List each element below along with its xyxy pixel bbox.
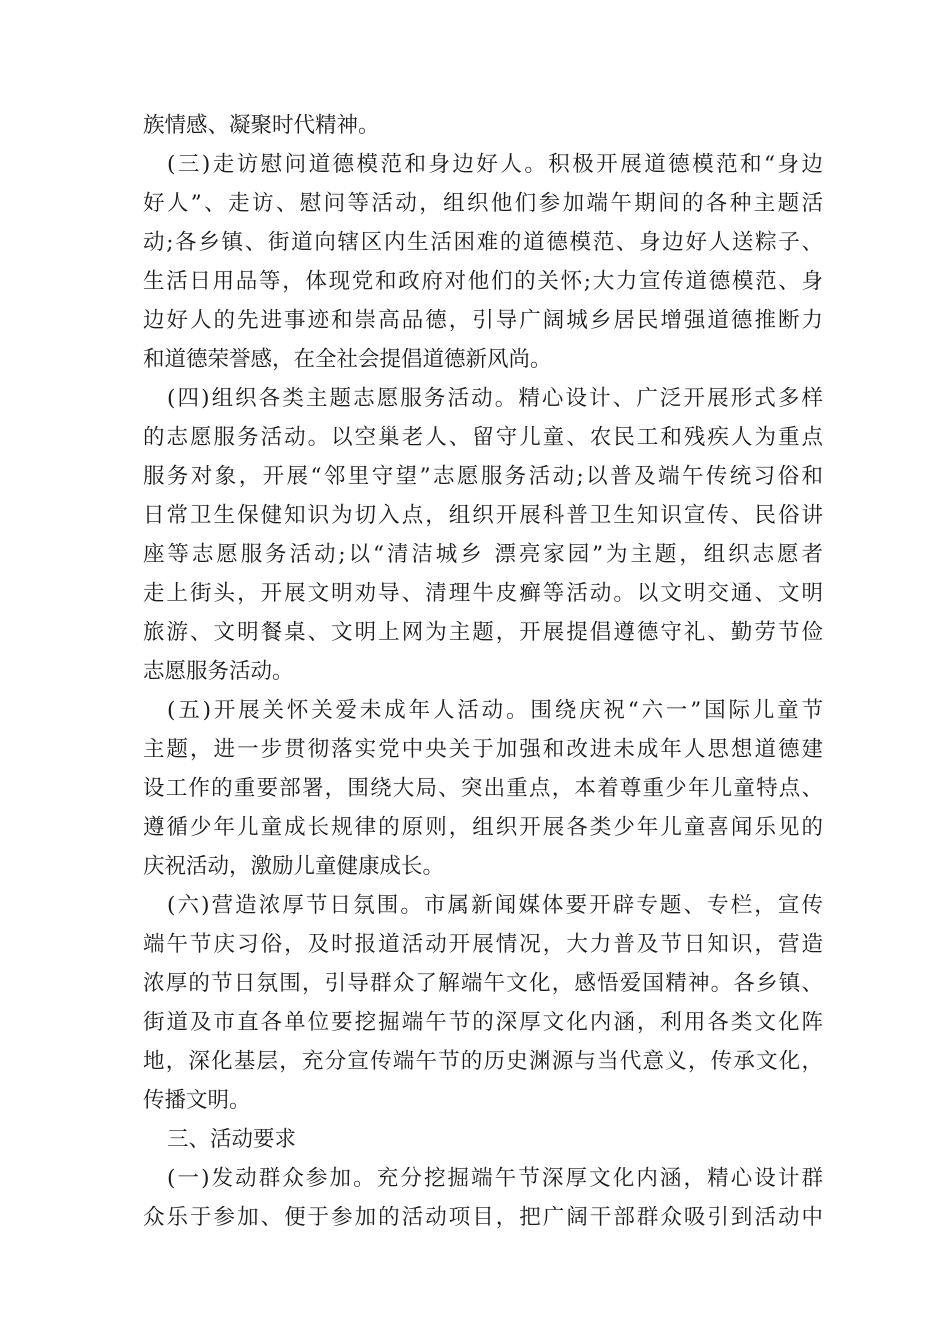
text-line: 遵循少年儿童成长规律的原则，组织开展各类少年儿童喜闻乐见的 [143, 815, 823, 840]
document-body [143, 106, 823, 1237]
text-line: 走上街头，开展文明劝导、清理牛皮癣等活动。以文明交通、文明 [143, 581, 823, 606]
section-heading: 三、活动要求 [167, 1127, 297, 1152]
text-line: 日常卫生保健知识为切入点，组织开展科普卫生知识宣传、民俗讲 [143, 503, 823, 528]
text-line: 众乐于参加、便于参加的活动项目，把广阔干部群众吸引到活动中 [143, 1205, 823, 1230]
text-line: 族情感、凝聚时代精神。 [143, 113, 380, 138]
text-line: 边好人的先进事迹和崇高品德，引导广阔城乡居民增强道德推断力 [143, 308, 823, 333]
paragraph-heading-6: (六)营造浓厚节日氛围。市属新闻媒体要开辟专题、专栏，宣传 [167, 893, 823, 918]
text-line: 旅游、文明餐桌、文明上网为主题，开展提倡遵德守礼、勤劳节俭 [143, 620, 823, 645]
text-line: 庆祝活动，激励儿童健康成长。 [143, 854, 445, 879]
paragraph-heading-4: (四)组织各类主题志愿服务活动。精心设计、广泛开展形式多样 [167, 386, 823, 411]
text-line: 传播文明。 [143, 1088, 251, 1113]
text-line: 浓厚的节日氛围，引导群众了解端午文化，感悟爱国精神。各乡镇、 [143, 971, 823, 996]
text-line: 的志愿服务活动。以空巢老人、留守儿童、农民工和残疾人为重点 [143, 425, 823, 450]
text-line: 设工作的重要部署，围绕大局、突出重点，本着尊重少年儿童特点、 [143, 776, 823, 801]
text-line: 端午节庆习俗，及时报道活动开展情况，大力普及节日知识，营造 [143, 932, 823, 957]
text-line: 动;各乡镇、街道向辖区内生活困难的道德模范、身边好人送粽子、 [143, 230, 823, 255]
paragraph-heading-1: (一)发动群众参加。充分挖掘端午节深厚文化内涵，精心设计群 [167, 1166, 823, 1191]
text-line: 好人”、走访、慰问等活动，组织他们参加端午期间的各种主题活 [143, 191, 823, 216]
text-line: 地，深化基层，充分宣传端午节的历史渊源与当代意义，传承文化， [143, 1049, 823, 1074]
text-line: 座等志愿服务活动;以“清洁城乡 漂亮家园”为主题，组织志愿者 [143, 542, 823, 567]
paragraph-heading-5: (五)开展关怀关爱未成年人活动。围绕庆祝“六一”国际儿童节 [167, 698, 823, 723]
text-line: 主题，进一步贯彻落实党中央关于加强和改进未成年人思想道德建 [143, 737, 823, 762]
text-line: 街道及市直各单位要挖掘端午节的深厚文化内涵，利用各类文化阵 [143, 1010, 823, 1035]
text-line: 和道德荣誉感，在全社会提倡道德新风尚。 [143, 347, 552, 372]
text-line: 服务对象，开展“邻里守望”志愿服务活动;以普及端午传统习俗和 [143, 464, 823, 489]
text-line: 志愿服务活动。 [143, 659, 294, 684]
paragraph-heading-3: (三)走访慰问道德模范和身边好人。积极开展道德模范和“身边 [167, 152, 823, 177]
text-line: 生活日用品等，体现党和政府对他们的关怀;大力宣传道德模范、身 [143, 269, 823, 294]
